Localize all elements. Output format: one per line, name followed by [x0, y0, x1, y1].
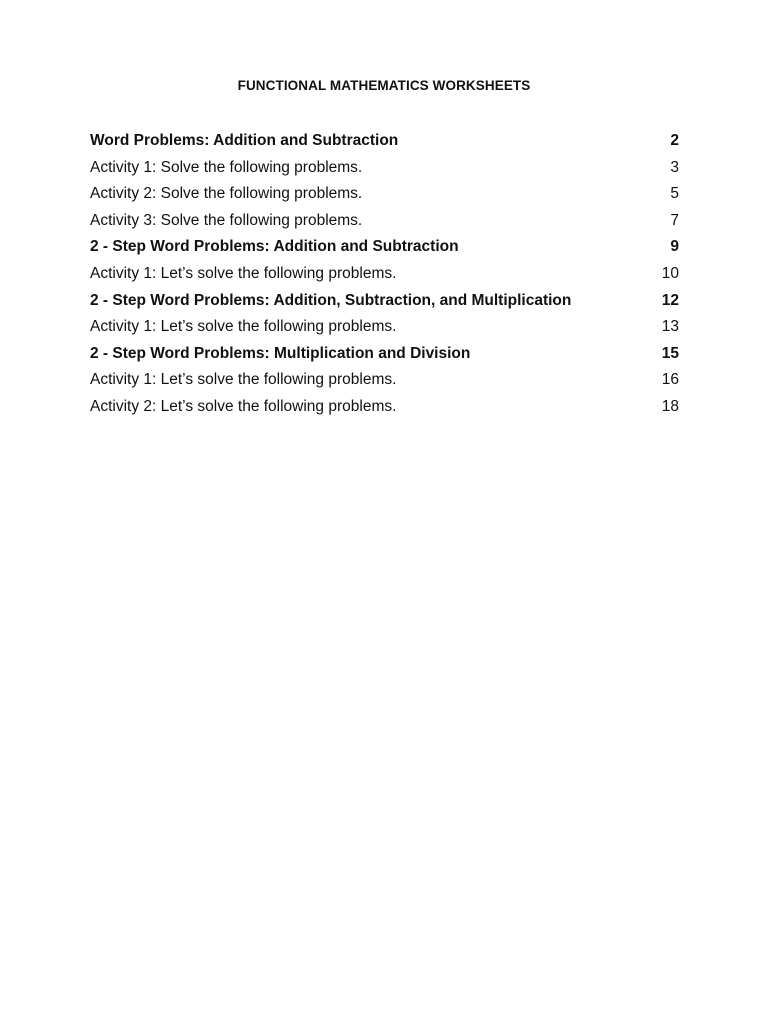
toc-activity-row	[90, 261, 679, 288]
toc-activity-row	[90, 155, 679, 182]
toc-activity-row	[90, 208, 679, 235]
toc-entry-title: Activity 2: Let’s solve the following problems.	[90, 397, 397, 415]
toc-page-number: 5	[670, 185, 679, 203]
toc-section-row	[90, 341, 679, 368]
toc-entry-title: Activity 1: Let’s solve the following problems.	[90, 264, 397, 282]
toc-section-row	[90, 234, 679, 261]
toc-page-number: 9	[670, 238, 679, 256]
toc-entry-title: Activity 1: Let’s solve the following problems.	[90, 371, 397, 389]
toc-entry-title: 2 - Step Word Problems: Addition, Subtraction, and Multiplication	[90, 291, 572, 309]
toc-entry-title: 2 - Step Word Problems: Addition and Subtraction	[90, 238, 459, 256]
toc-entry-title: Activity 2: Solve the following problems.	[90, 185, 363, 203]
toc-entry-title: 2 - Step Word Problems: Multiplication and Division	[90, 344, 471, 362]
toc-page-number: 16	[661, 371, 679, 389]
toc-page-number: 7	[670, 211, 679, 229]
toc-page-number: 3	[670, 158, 679, 176]
toc-page-number: 12	[661, 291, 679, 309]
toc-entry-title: Activity 1: Let’s solve the following problems.	[90, 318, 397, 336]
toc-activity-row	[90, 314, 679, 341]
toc-entry-title: Activity 1: Solve the following problems.	[90, 158, 363, 176]
toc-activity-row	[90, 181, 679, 208]
table-of-contents	[90, 128, 679, 421]
toc-section-row	[90, 128, 679, 155]
toc-entry-title: Word Problems: Addition and Subtraction	[90, 132, 399, 149]
toc-page-number: 2	[670, 132, 679, 149]
toc-entry-title: Activity 3: Solve the following problems.	[90, 211, 363, 229]
toc-page-number: 18	[661, 397, 679, 415]
toc-page-number: 10	[661, 264, 679, 282]
toc-activity-row	[90, 394, 679, 421]
toc-activity-row	[90, 367, 679, 394]
document-title: FUNCTIONAL MATHEMATICS WORKSHEETS	[237, 78, 531, 93]
toc-page-number: 15	[661, 344, 679, 362]
toc-section-row	[90, 288, 679, 315]
toc-page-number: 13	[661, 318, 679, 336]
